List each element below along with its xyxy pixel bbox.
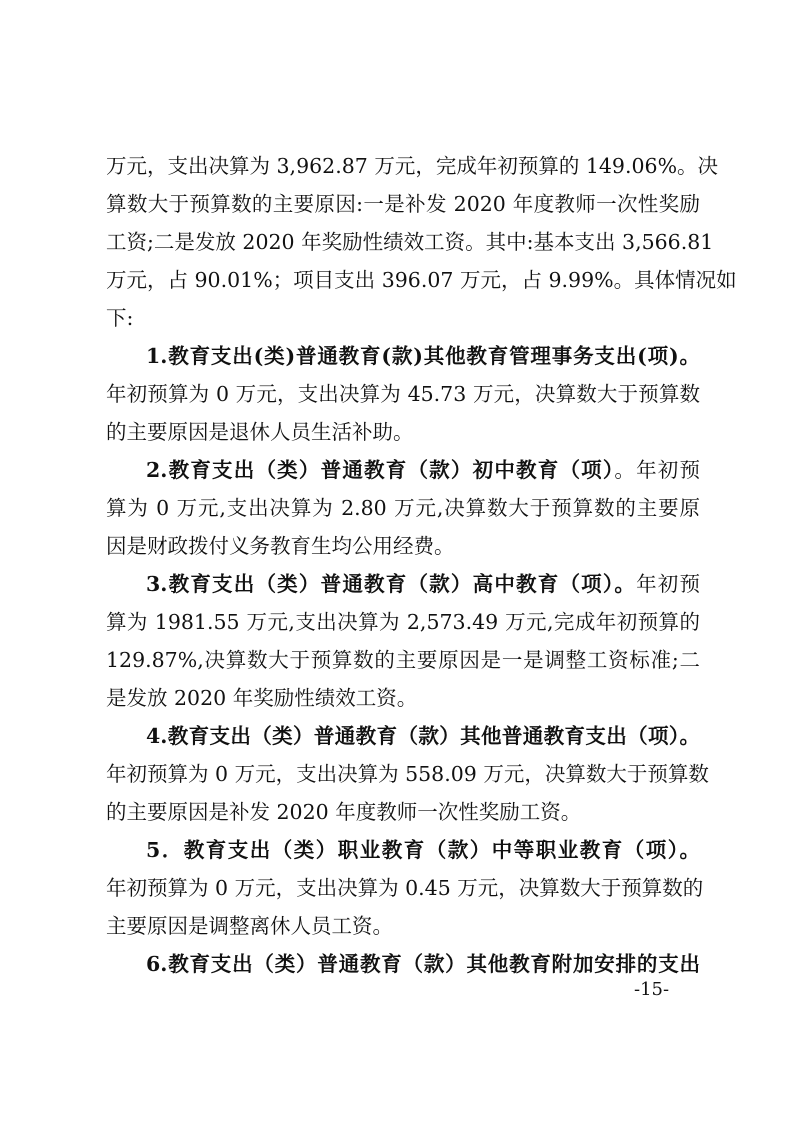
body-text-line: 的主要原因是补发 2020 年度教师一次性奖励工资。 <box>106 800 582 824</box>
body-text-line: 129.87%,决算数大于预算数的主要原因是一是调整工资标准;二 <box>106 648 700 672</box>
body-text-line: 是发放 2020 年奖励性绩效工资。 <box>106 686 418 710</box>
body-text-line: 工资;二是发放 2020 年奖励性绩效工资。其中:基本支出 3,566.81 <box>106 230 714 254</box>
item-heading-rest: 。年初预 <box>614 458 701 482</box>
item-heading: 6.教育支出（类）普通教育（款）其他教育附加安排的支出 <box>146 952 700 976</box>
item-heading: 2.教育支出（类）普通教育（款）初中教育（项） <box>146 458 615 482</box>
item-heading: 3.教育支出（类）普通教育（款）高中教育（项）。 <box>146 572 637 596</box>
item-heading: 1.教育支出(类)普通教育(款)其他教育管理事务支出(项)。 <box>146 344 700 368</box>
item-heading: 4.教育支出（类）普通教育（款）其他普通教育支出（项）。 <box>146 724 700 748</box>
page-number: -15- <box>634 979 670 1000</box>
item-heading-line <box>146 722 700 750</box>
body-text-line: 因是财政拨付义务教育生均公用经费。 <box>106 534 455 558</box>
body-text-line: 的主要原因是退休人员生活补助。 <box>106 420 414 444</box>
item-heading-line <box>146 570 700 598</box>
item-heading-line <box>146 342 700 370</box>
body-text-line: 主要原因是调整离休人员工资。 <box>106 914 393 938</box>
item-heading-line <box>146 836 700 864</box>
item-heading: 5．教育支出（类）职业教育（款）中等职业教育（项）。 <box>146 838 700 862</box>
body-text-line: 算为 1981.55 万元,支出决算为 2,573.49 万元,完成年初预算的 <box>106 610 700 634</box>
body-text-line: 年初预算为 0 万元，支出决算为 45.73 万元，决算数大于预算数 <box>106 382 700 406</box>
body-text-line: 万元，占 90.01%；项目支出 396.07 万元，占 9.99%。具体情况如 <box>106 268 737 292</box>
body-text-line: 算为 0 万元,支出决算为 2.80 万元,决算数大于预算数的主要原 <box>106 496 700 520</box>
body-text-line: 年初预算为 0 万元，支出决算为 558.09 万元，决算数大于预算数 <box>106 762 709 786</box>
body-text-line: 算数大于预算数的主要原因:一是补发 2020 年度教师一次性奖励 <box>106 192 700 216</box>
item-heading-rest: 年初预 <box>636 572 701 596</box>
item-heading-line <box>146 456 700 484</box>
body-text-line: 下: <box>106 306 134 330</box>
item-heading-line <box>146 950 700 978</box>
body-text-line: 年初预算为 0 万元，支出决算为 0.45 万元，决算数大于预算数的 <box>106 876 704 900</box>
body-text-line: 万元，支出决算为 3,962.87 万元，完成年初预算的 149.06%。决 <box>106 154 719 178</box>
